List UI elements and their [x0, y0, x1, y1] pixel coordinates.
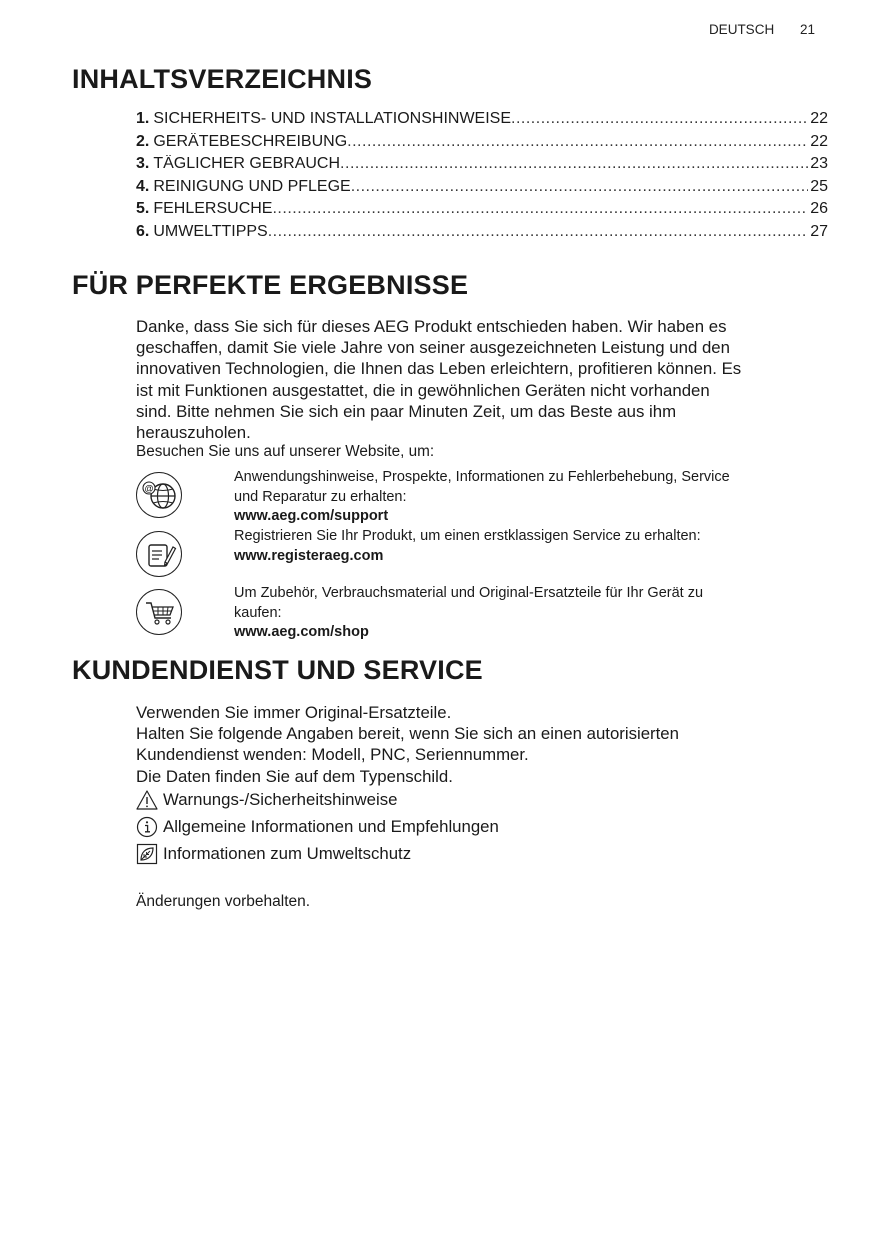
- toc-entry-page: 22: [810, 132, 828, 150]
- toc-entry-6[interactable]: [136, 223, 828, 246]
- toc-entry-1[interactable]: [136, 110, 828, 133]
- service-text-line: Anwendungshinweise, Prospekte, Informationen zu Fehlerbehebung, Service: [234, 469, 730, 485]
- service-line: Halten Sie folgende Angaben bereit, wenn Sie sich an einen autorisierten: [136, 724, 679, 744]
- toc-leader-dots: [511, 110, 808, 128]
- service-line: Verwenden Sie immer Original-Ersatzteile.: [136, 703, 452, 722]
- intro-paragraph: [136, 316, 826, 443]
- service-register: [234, 527, 824, 566]
- service-paragraph: [136, 702, 826, 787]
- legend-label: Informationen zum Umweltschutz: [163, 844, 412, 863]
- toc-entry-label: FEHLERSUCHE: [153, 200, 273, 218]
- visit-website-text: Besuchen Sie uns auf unserer Website, um:: [136, 443, 435, 460]
- toc-entry-page: 25: [810, 177, 828, 195]
- toc-entry-number: 4.: [136, 177, 150, 195]
- toc-leader-dots: [340, 155, 808, 173]
- perfect-results-title: FÜR PERFEKTE ERGEBNISSE: [72, 270, 469, 300]
- svg-text:@: @: [144, 483, 154, 494]
- legend-label: Allgemeine Informationen und Empfehlungen: [163, 817, 499, 836]
- intro-line: ist mit Funktionen ausgestattet, die in gewöhnlichen Geräten nicht vorhanden: [136, 380, 710, 400]
- header-language: DEUTSCH: [708, 22, 775, 37]
- service-line: Die Daten finden Sie auf dem Typenschild.: [136, 766, 453, 786]
- toc-entry-3[interactable]: [136, 155, 828, 178]
- toc-leader-dots: [347, 133, 808, 151]
- toc-entry-page: 27: [810, 222, 828, 240]
- toc-entry-page: 26: [810, 200, 828, 218]
- toc-leader-dots: [351, 178, 809, 196]
- table-of-contents: [136, 110, 828, 246]
- toc-entry-number: 3.: [136, 155, 150, 173]
- toc-entry-4[interactable]: [136, 178, 828, 201]
- toc-entry-5[interactable]: [136, 200, 828, 223]
- toc-entry-page: 22: [810, 110, 828, 127]
- shop-link[interactable]: www.aeg.com/shop: [234, 624, 369, 640]
- intro-line: Danke, dass Sie sich für dieses AEG Produkt entschieden haben. Wir haben es: [136, 317, 727, 336]
- toc-entry-label: SICHERHEITS- UND INSTALLATIONSHINWEISE: [153, 110, 512, 127]
- service-text-line: Um Zubehör, Verbrauchsmaterial und Original-Ersatzteile für Ihr Gerät zu: [234, 585, 704, 601]
- header-page-number: 21: [799, 22, 815, 37]
- toc-entry-label: GERÄTEBESCHREIBUNG: [153, 132, 348, 150]
- intro-line: geschaffen, damit Sie viele Jahre von seiner ausgezeichneten Leistung und den: [136, 338, 730, 358]
- register-link[interactable]: www.registeraeg.com: [234, 547, 384, 564]
- customer-service-title: KUNDENDIENST UND SERVICE: [72, 655, 483, 685]
- toc-entry-number: 6.: [136, 222, 150, 240]
- toc-entry-number: 2.: [136, 132, 150, 150]
- web-globe-icon: [136, 472, 182, 518]
- changes-reserved-note: Änderungen vorbehalten.: [136, 893, 311, 910]
- intro-line: innovativen Technologien, die Ihnen das Leben erleichtern, profitieren können. Es: [136, 359, 742, 379]
- toc-leader-dots: [272, 200, 808, 218]
- leaf-environment-icon: [136, 843, 158, 865]
- service-shop: [234, 584, 824, 643]
- register-notepad-icon: [136, 531, 182, 577]
- toc-entry-label: TÄGLICHER GEBRAUCH: [153, 155, 341, 173]
- info-circle-icon: [136, 816, 158, 838]
- service-text-line: Registrieren Sie Ihr Produkt, um einen erstklassigen Service zu erhalten:: [234, 528, 701, 544]
- toc-leader-dots: [268, 223, 808, 241]
- toc-entry-page: 23: [810, 155, 828, 173]
- shopping-cart-icon: [136, 589, 182, 635]
- legend-environment: [136, 843, 411, 865]
- toc-entry-number: 1.: [136, 110, 150, 127]
- page-header: [709, 22, 815, 37]
- service-line: Kundendienst wenden: Modell, PNC, Seriennummer.: [136, 745, 529, 765]
- toc-entry-2[interactable]: [136, 133, 828, 156]
- service-support: [234, 468, 824, 527]
- toc-title: INHALTSVERZEICHNIS: [72, 64, 373, 94]
- toc-entry-label: UMWELTTIPPS: [153, 222, 268, 240]
- warning-triangle-icon: [136, 789, 158, 811]
- intro-line: sind. Bitte nehmen Sie sich ein paar Minuten Zeit, um das Beste aus ihm: [136, 401, 677, 421]
- toc-entry-label: REINIGUNG UND PFLEGE: [153, 177, 351, 195]
- legend-label: Warnungs-/Sicherheitshinweise: [163, 790, 398, 809]
- intro-line: herauszuholen.: [136, 423, 251, 443]
- toc-entry-number: 5.: [136, 200, 150, 218]
- support-link[interactable]: www.aeg.com/support: [234, 508, 389, 524]
- legend-warning: [136, 789, 397, 811]
- legend-info: [136, 816, 499, 838]
- service-text-line: kaufen:: [234, 604, 282, 621]
- service-text-line: und Reparatur zu erhalten:: [234, 488, 407, 505]
